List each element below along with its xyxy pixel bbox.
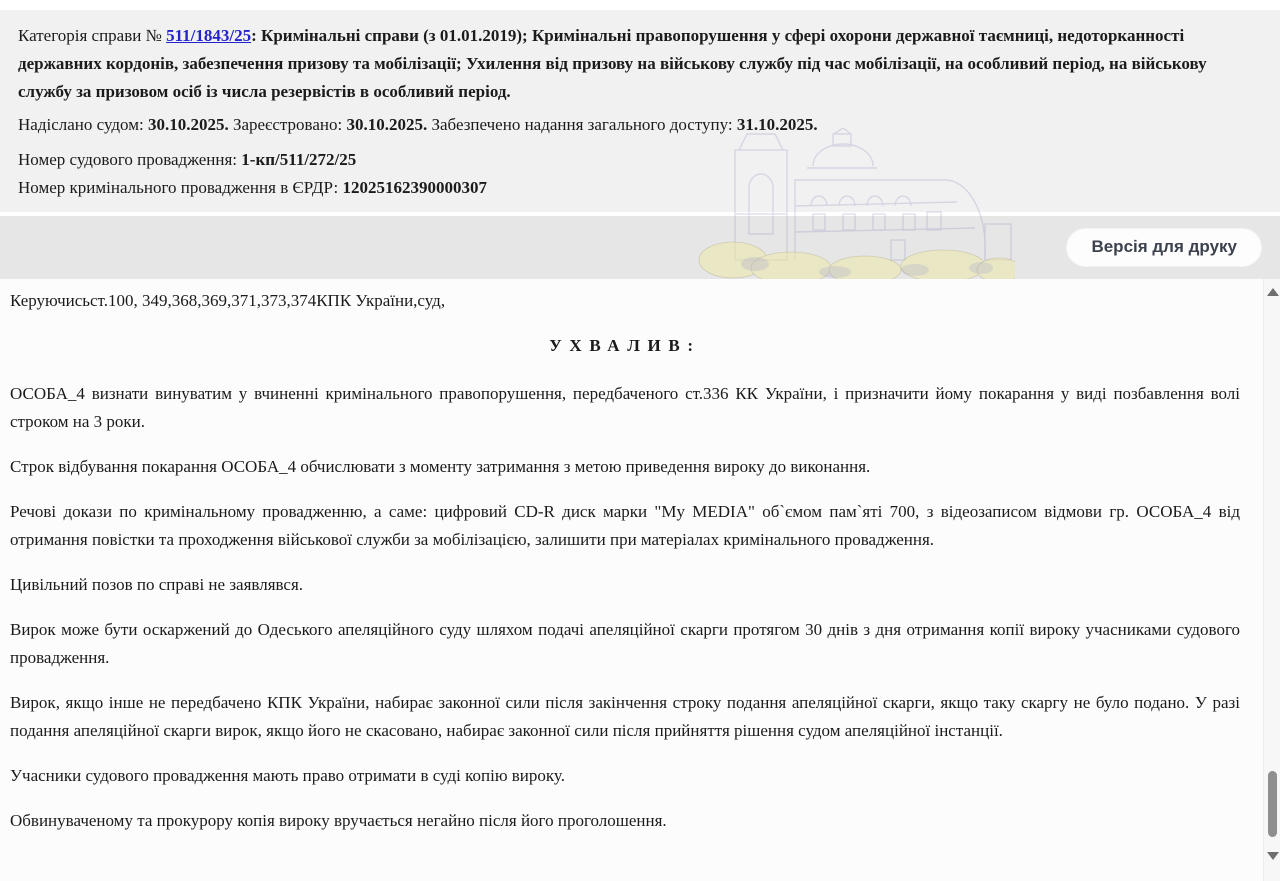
sent-date: 30.10.2025.: [147, 115, 229, 134]
verdict-heading: УХВАЛИВ:: [549, 336, 701, 355]
decision-paragraph: Цивільний позов по справі не заявлявся.: [10, 575, 304, 594]
erdr-number: 12025162390000307: [342, 178, 488, 197]
top-margin: [0, 0, 1280, 10]
public-access-label: Забезпечено надання загального доступу:: [431, 115, 733, 134]
decision-paragraph: ОСОБА_4 визнати винуватим у вчиненні кримінального правопорушення, передбаченого ст.336 КК України, і призначити йому покарання у виді позбавлення волі строком на 3 роки.: [10, 384, 1240, 431]
document-scrollbar[interactable]: [1263, 279, 1280, 881]
proceeding-label: Номер судового провадження:: [18, 150, 238, 169]
decision-paragraph: Учасники судового провадження мають право отримати в суді копію вироку.: [10, 766, 565, 785]
proceeding-number: 1-кп/511/272/25: [241, 150, 357, 169]
decision-paragraph: Строк відбування покарання ОСОБА_4 обчислювати з моменту затримання з метою приведення вироку до виконання.: [10, 457, 871, 476]
case-dates-line: [18, 111, 1262, 139]
erdr-label: Номер кримінального провадження в ЄРДР:: [18, 178, 339, 197]
sent-label: Надіслано судом:: [18, 115, 144, 134]
public-access-date: 31.10.2025.: [736, 115, 818, 134]
decision-paragraph: Обвинуваченому та прокурору копія вироку вручається негайно після його проголошення.: [10, 811, 667, 830]
registered-label: Зареєстровано:: [232, 115, 343, 134]
case-category-line: [18, 22, 1262, 106]
erdr-number-line: [18, 174, 1262, 202]
decision-paragraph: Речові докази по кримінальному провадженню, а саме: цифровий CD-R диск марки "My MEDIA" об`ємом пам`яті 700, з відеозаписом відмови гр. ОСОБА_4 від отримання повістки та проходження військової служби за мобілізацією, залишити при матеріалах кримінального провадження.: [10, 502, 1240, 549]
scroll-down-icon[interactable]: [1264, 847, 1280, 864]
toolbar-band: [0, 216, 1280, 279]
decision-paragraph: Вирок, якщо інше не передбачено КПК України, набирає законної сили після закінчення строку подання апеляційної скарги, якщо таку скаргу не було подано. У разі подання апеляційної скарги вирок, якщо його не скасовано, набирає законної сили після прийняття рішення судом апеляційної інстанції.: [10, 693, 1240, 740]
proceeding-number-line: [18, 146, 1262, 174]
decision-paragraph: Вирок може бути оскаржений до Одеського апеляційного суду шляхом подачі апеляційної скарги протягом 30 днів з дня отримання копії вироку учасниками судового провадження.: [10, 620, 1240, 667]
decision-text-area: [0, 279, 1280, 881]
scrollbar-thumb[interactable]: [1268, 771, 1277, 837]
decision-intro: Керуючисьст.100, 349,368,369,371,373,374КПК України,суд,: [10, 291, 446, 310]
registered-date: 30.10.2025.: [346, 115, 428, 134]
category-description: : Кримінальні справи (з 01.01.2019); Кримінальні правопорушення у сфері охорони державної таємниці, недоторканності державних кордонів, забезпечення призову та мобілізації; Ухилення від призову на військову службу під час мобілізації, на особливий період, на військову службу за призовом осіб із числа резервістів в особливий період.: [18, 26, 1207, 101]
scroll-up-icon[interactable]: [1264, 283, 1280, 300]
case-info-panel: [0, 10, 1280, 212]
print-version-button[interactable]: Версія для друку: [1066, 228, 1262, 267]
case-number-link[interactable]: 511/1843/25: [166, 26, 252, 45]
category-label: Категорія справи №: [18, 26, 162, 45]
